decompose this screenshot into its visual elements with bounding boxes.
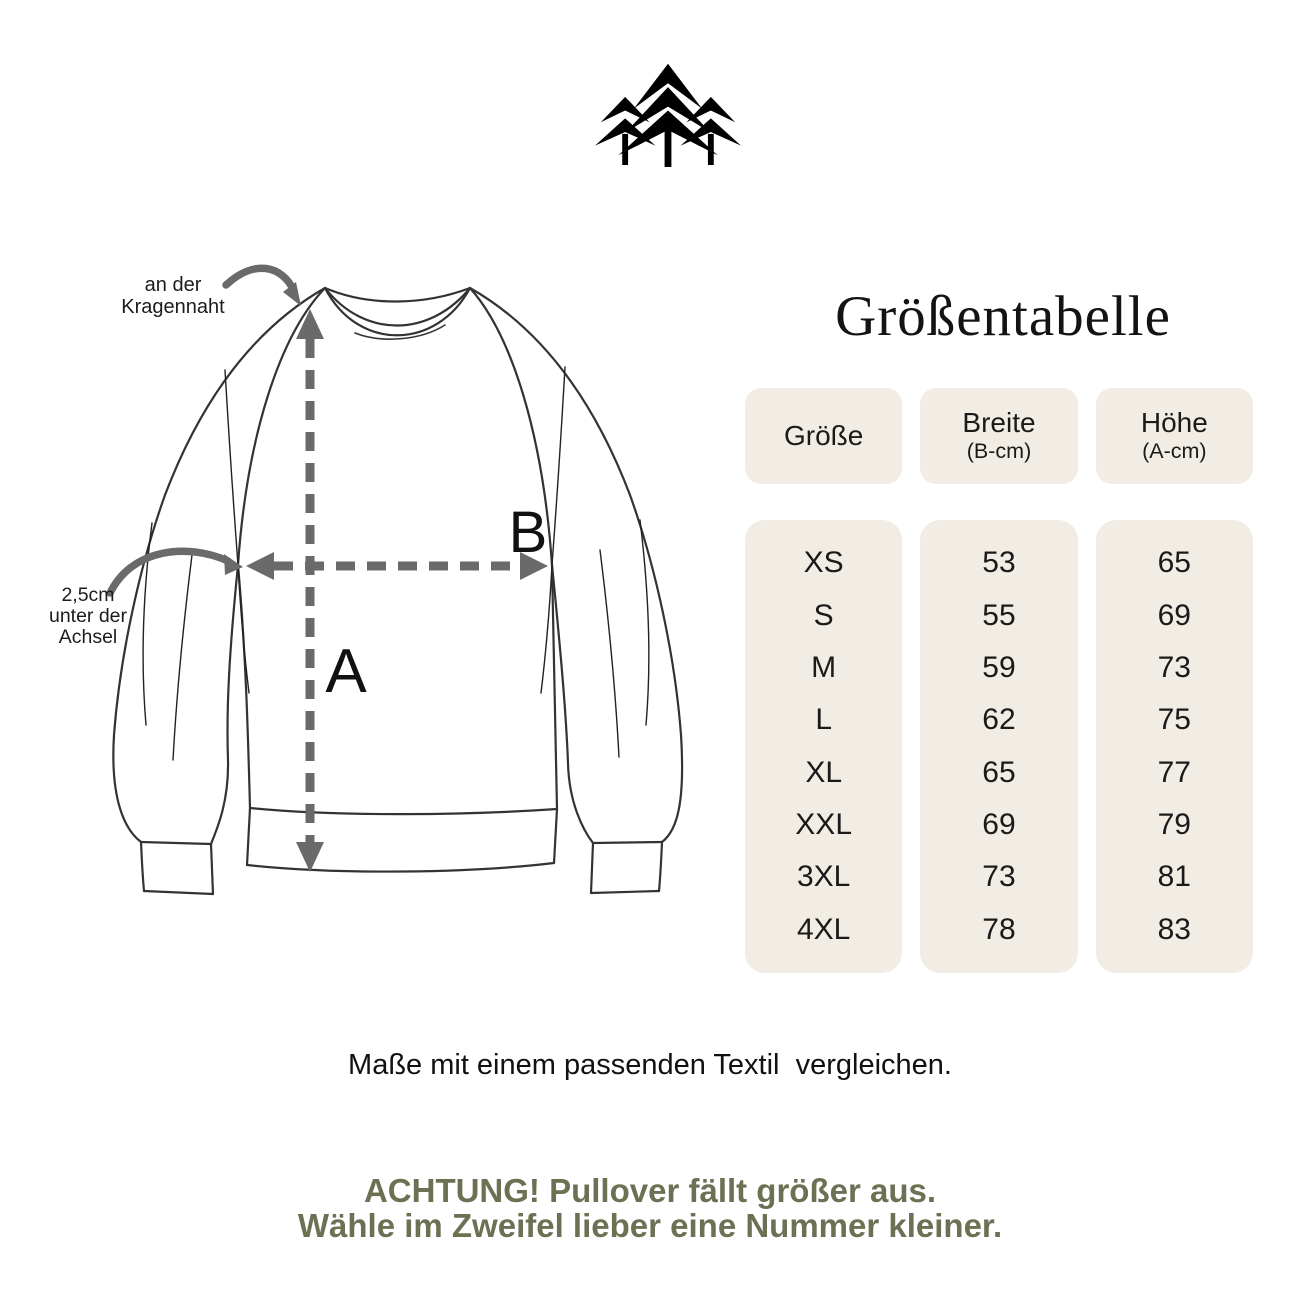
armpit-pointer-arrow — [110, 551, 243, 593]
fabric-creases — [143, 367, 649, 760]
size-table — [745, 388, 1253, 973]
note-text: Maße mit einem passenden Textil vergleichen. — [348, 1049, 952, 1081]
cell-size: S — [813, 598, 834, 632]
cell-breite: 78 — [982, 912, 1016, 946]
warning-line-1: ACHTUNG! Pullover fällt größer aus. — [363, 1172, 937, 1209]
cell-size: XS — [803, 546, 844, 580]
size-table-body — [745, 520, 1253, 973]
size-table-header — [745, 388, 1253, 484]
sweater-measurement-diagram — [40, 255, 700, 915]
header-height-label: Höhe — [1140, 407, 1208, 439]
cell-hoehe: 65 — [1157, 546, 1191, 580]
cell-breite: 73 — [982, 860, 1016, 894]
cell-hoehe: 75 — [1157, 703, 1191, 737]
cell-breite: 53 — [982, 546, 1016, 580]
armpit-annotation-line3: Achsel — [58, 626, 118, 648]
width-measure-arrow — [246, 552, 548, 580]
cell-breite: 59 — [982, 650, 1016, 684]
cell-size: XL — [805, 755, 843, 789]
cell-breite: 62 — [982, 703, 1016, 737]
header-height-unit: (A-cm) — [1142, 439, 1207, 464]
collar-annotation-line2: Kragennaht — [121, 296, 225, 318]
cell-breite: 65 — [982, 755, 1016, 789]
armpit-annotation-line1: 2,5cm — [61, 584, 115, 606]
cell-hoehe: 73 — [1157, 650, 1191, 684]
cell-size: M — [811, 650, 837, 684]
warning-text — [0, 1173, 1300, 1243]
cell-size: L — [815, 703, 832, 737]
header-cell-height — [1096, 388, 1253, 484]
header-cell-size — [745, 388, 902, 484]
cell-size: XXL — [795, 808, 853, 842]
collar-pointer-arrow — [226, 268, 301, 306]
column-breite — [920, 520, 1077, 973]
cell-breite: 55 — [982, 598, 1016, 632]
measure-letter-B: B — [508, 500, 548, 565]
cell-hoehe: 83 — [1157, 912, 1191, 946]
pine-trees-icon — [594, 56, 742, 171]
header-width-label: Breite — [962, 407, 1036, 439]
sweater-outline — [113, 288, 682, 894]
cell-breite: 69 — [982, 808, 1016, 842]
warning-line-2: Wähle im Zweifel lieber eine Nummer kleiner. — [297, 1207, 1003, 1244]
cell-hoehe: 77 — [1157, 755, 1191, 789]
cell-hoehe: 79 — [1157, 808, 1191, 842]
cell-size: 4XL — [796, 912, 851, 946]
cell-hoehe: 81 — [1157, 860, 1191, 894]
collar-annotation-line1: an der — [144, 274, 202, 296]
cell-size: 3XL — [796, 860, 851, 894]
armpit-annotation-line2: unter der — [48, 605, 128, 627]
column-hoehe — [1096, 520, 1253, 973]
cell-hoehe: 69 — [1157, 598, 1191, 632]
height-measure-arrow — [296, 309, 324, 872]
measure-letter-A: A — [325, 637, 367, 706]
header-size-label: Größe — [783, 419, 864, 451]
header-cell-width — [920, 388, 1077, 484]
page-title: Größentabelle — [835, 285, 1171, 348]
header-width-unit: (B-cm) — [966, 439, 1032, 464]
tree-logo — [594, 56, 742, 174]
column-size — [745, 520, 902, 973]
